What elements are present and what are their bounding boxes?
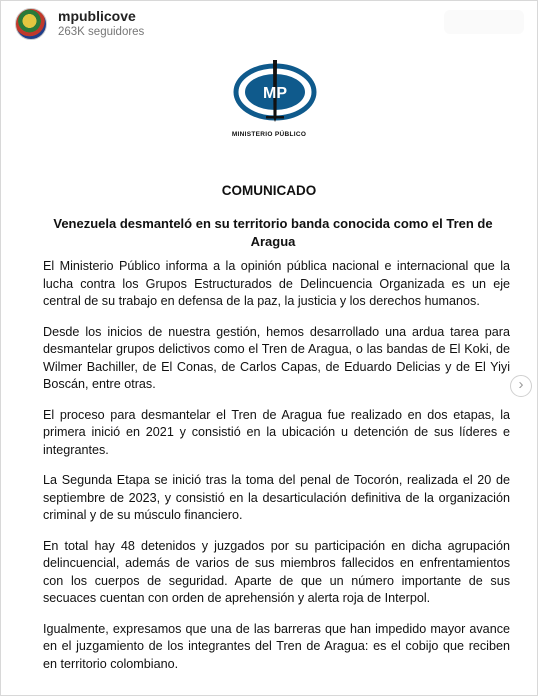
- document-body: [43, 258, 510, 686]
- paragraph-6: Igualmente, expresamos que una de las barreras que han impedido mayor avance en el juzgamiento de los integrantes del Tren de Aragua: es el cobijo que reciben en territorio colombiano.: [43, 621, 510, 671]
- follower-count: 263K seguidores: [58, 26, 145, 38]
- logo-initials: MP: [263, 85, 287, 102]
- paragraph-4: La Segunda Etapa se inició tras la toma del penal de Tocorón, realizada el 20 de septiembre de 2023, y consistió en la desarticulación definitiva de la organización criminal y de su músculo financiero.: [43, 473, 510, 522]
- next-slide-button[interactable]: [510, 375, 532, 397]
- document-subtitle: Venezuela desmanteló en su territorio banda conocida como el Tren de Aragua: [53, 216, 493, 249]
- paragraph-1: El Ministerio Público informa a la opinión pública nacional e internacional que la lucha contra los Grupos Estructurados de Delincuencia Organizada es un eje central de su trabajo en defensa de la paz, la justicia y los derechos humanos.: [43, 259, 510, 308]
- profile-avatar[interactable]: [15, 8, 47, 40]
- document-title: COMUNICADO: [221, 183, 317, 198]
- profile-username[interactable]: mpublicove: [58, 8, 136, 24]
- ministerio-publico-logo: [233, 58, 317, 138]
- paragraph-2: Desde los inicios de nuestra gestión, hemos desarrollado una ardua tarea para desmantelar grupos delictivos como el Tren de Aragua, o las bandas de El Koki, de Wilmer Bachiller, de El Conas, de Carlos Capas, de Eduardo Delicias y de El Yiyi Boscán, entre otras.: [43, 324, 510, 391]
- chevron-right-icon: ›: [518, 376, 524, 393]
- paragraph-3: El proceso para desmantelar el Tren de Aragua fue realizado en dos etapas, la primera inició en 2021 y consistió en la ubicación u detención de sus líderes e integrantes.: [43, 407, 510, 457]
- follow-button[interactable]: [444, 10, 524, 34]
- paragraph-5: En total hay 48 detenidos y juzgados por su participación en dicha agrupación delincuencial, además de varios de sus miembros fallecidos en enfrentamientos con los cuerpos de seguridad. Aparte de que un número importante de sus secuaces cuentan con orden de aprehensión y alerta roja de Interpol.: [43, 538, 510, 605]
- logo-caption: MINISTERIO PÚBLICO: [231, 131, 307, 138]
- post-header: [0, 0, 538, 50]
